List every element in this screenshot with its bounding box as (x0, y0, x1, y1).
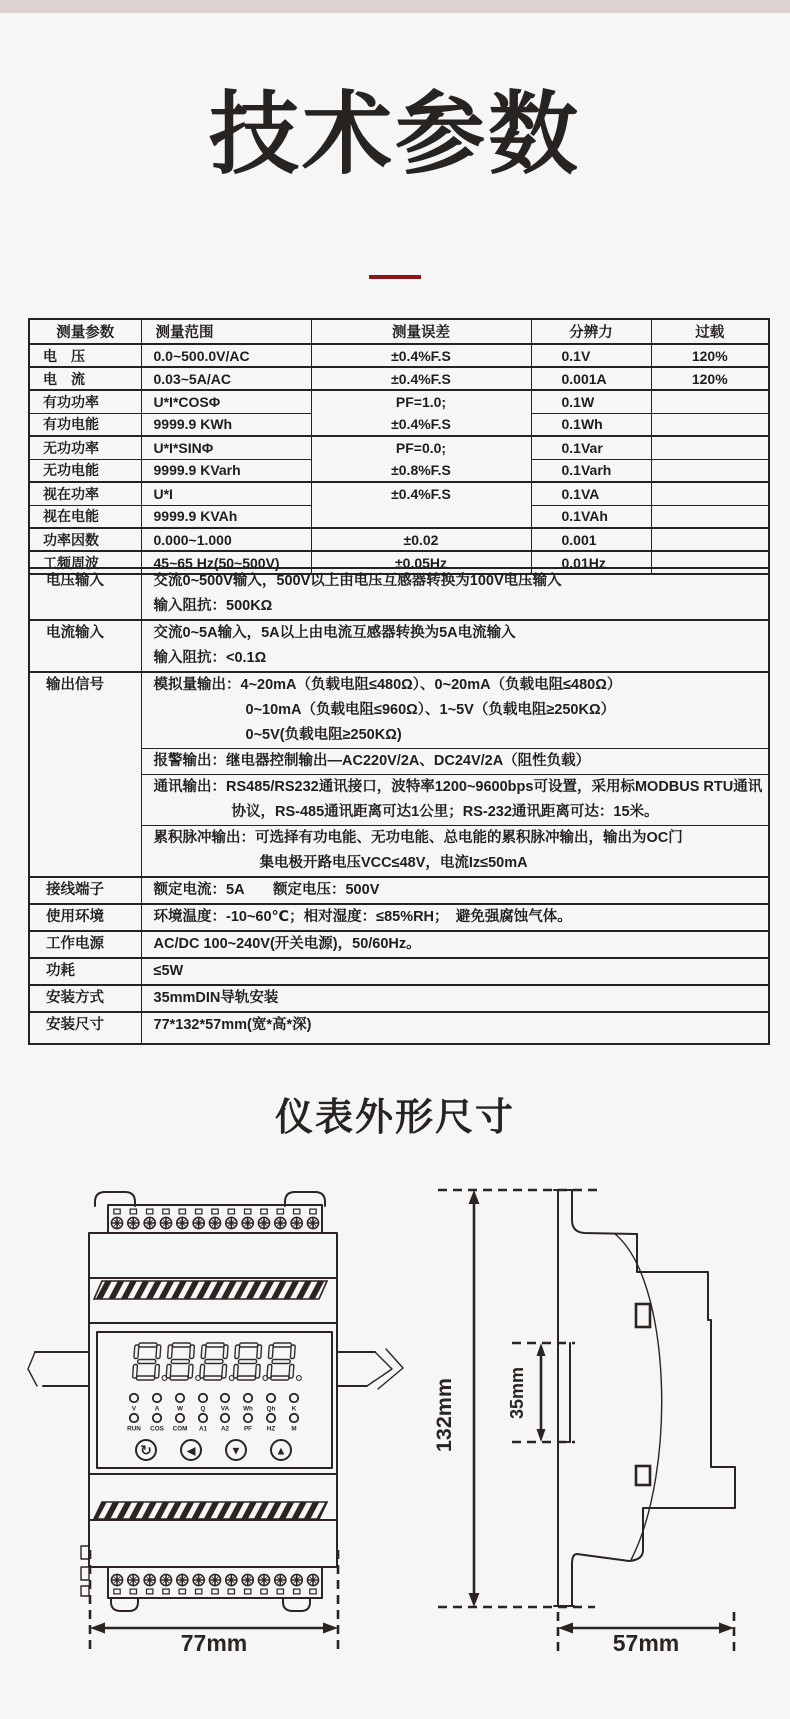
io-block-pulse-output (142, 825, 769, 876)
io-row-output-signal (29, 672, 769, 877)
io-line: 集电极开路电压VCC≤48V，电流Iz≤50mA (259, 855, 528, 871)
left-arrow-icon: ◀ (186, 1445, 196, 1458)
io-content (141, 877, 769, 904)
led-label: COM (172, 1425, 188, 1433)
io-label: 输出信号 (29, 672, 141, 877)
led-label: K (291, 1405, 297, 1413)
io-line: 输入阻抗：500KΩ (153, 598, 273, 614)
spec-row-power-factor (29, 528, 769, 551)
io-label: 接线端子 (29, 877, 141, 904)
depth-dimension-label: 57mm (612, 1630, 680, 1656)
height-dimension-label: 132mm (432, 1377, 456, 1453)
dimensions-diagram (25, 1150, 765, 1665)
spec-header-parameter: 测量参数 (29, 319, 141, 344)
up-arrow-icon: ▲ (275, 1445, 287, 1458)
spec-header-overload: 过载 (651, 319, 769, 344)
io-content (141, 1012, 769, 1044)
spec-row-current (29, 367, 769, 390)
io-label: 安装方式 (29, 985, 141, 1012)
spec-cell-overload (651, 528, 769, 551)
io-content (141, 931, 769, 958)
spec-header-resolution: 分辨力 (531, 319, 651, 344)
spec-cell-name: 工频周波 (29, 551, 141, 574)
io-row-mounting (29, 985, 769, 1012)
spec-row-active-power (29, 390, 769, 413)
rail-dimension-label: 35mm (507, 1366, 527, 1420)
led-label: A2 (220, 1425, 230, 1433)
io-row-current-input (29, 620, 769, 672)
spec-row-reactive-power (29, 436, 769, 459)
spec-cell-range: U*I*SINΦ (141, 436, 311, 459)
spec-cell-name: 无功电能 (29, 459, 141, 482)
spec-cell-error-merged (311, 390, 531, 436)
io-block (142, 621, 769, 671)
side-view-drawing (432, 1190, 735, 1657)
top-right-ear (285, 1192, 325, 1206)
seven-segment-display (132, 1343, 301, 1380)
spec-error-line: ±0.4%F.S (391, 416, 451, 432)
io-label: 使用环境 (29, 904, 141, 931)
height-dimension (432, 1190, 480, 1607)
spec-cell-name: 视在功率 (29, 482, 141, 505)
spec-cell-range: 9999.9 KVAh (141, 505, 311, 528)
led-label: M (291, 1425, 297, 1433)
led-indicators-row2 (127, 1414, 298, 1433)
spec-cell-range: 0.000~1.000 (141, 528, 311, 551)
spec-cell-range: 9999.9 KVarh (141, 459, 311, 482)
din-rail-right (337, 1349, 403, 1389)
spec-cell-overload (651, 390, 769, 413)
spec-cell-range: 45~65 Hz(50~500V) (141, 551, 311, 574)
spec-cell-resolution: 0.1Varh (531, 459, 651, 482)
spec-cell-error: ±0.02 (311, 528, 531, 551)
top-left-ear (95, 1192, 135, 1206)
spec-cell-overload (651, 459, 769, 482)
io-line: 交流0~500V输入，500V以上由电压互感器转换为100V电压输入 (153, 573, 562, 589)
spec-cell-overload: 120% (651, 344, 769, 367)
led-label: Q (200, 1405, 206, 1413)
spec-cell-error: ±0.4%F.S (311, 367, 531, 390)
spec-error-line: ±0.8%F.S (391, 462, 451, 478)
io-label: 功耗 (29, 958, 141, 985)
led-label: A (154, 1405, 160, 1413)
io-line: 0~10mA（负载电阻≤960Ω）、1~5V（负载电阻≥250KΩ） (245, 702, 616, 718)
rail-dimension (507, 1343, 546, 1442)
io-block-comm-output (142, 774, 769, 825)
spec-cell-resolution: 0.1Wh (531, 413, 651, 436)
spec-cell-name: 功率因数 (29, 528, 141, 551)
io-line: 通讯输出：RS485/RS232通讯接口，波特率1200~9600bps可设置，采用标MODBUS RTU通讯 (153, 779, 763, 795)
io-line: 累积脉冲输出：可选择有功电能、无功电能、总电能的累积脉冲输出，输出为OC门 (153, 830, 683, 846)
up-button (271, 1440, 291, 1460)
spec-header-error: 测量误差 (311, 319, 531, 344)
width-dimension (90, 1550, 338, 1656)
io-row-dimensions (29, 1012, 769, 1044)
side-profile (554, 1190, 735, 1606)
spec-cell-name: 视在电能 (29, 505, 141, 528)
spec-cell-overload (651, 482, 769, 505)
rail-break-icon (28, 1352, 37, 1386)
spec-cell-name: 有功电能 (29, 413, 141, 436)
left-button (181, 1440, 201, 1460)
spec-cell-name: 无功功率 (29, 436, 141, 459)
vent-grille-top (94, 1281, 327, 1299)
io-content (141, 672, 769, 877)
io-line: 35mmDIN导轨安装 (153, 990, 279, 1006)
led-label: V (131, 1405, 137, 1413)
led-label: PF (243, 1425, 253, 1433)
io-content (141, 620, 769, 672)
led-label: HZ (266, 1425, 276, 1433)
spec-cell-name: 有功功率 (29, 390, 141, 413)
io-line: 0~5V(负载电阻≥250KΩ) (245, 727, 402, 743)
io-line: 环境温度：-10~60℃；相对湿度：≤85%RH； 避免强腐蚀气体。 (153, 909, 572, 925)
io-line: 协议，RS-485通讯距离可达1公里；RS-232通讯距离可达：15米。 (231, 804, 659, 820)
io-line: AC/DC 100~240V(开关电源)，50/60Hz。 (153, 936, 421, 952)
title-divider (369, 275, 421, 279)
spec-cell-range: 0.03~5A/AC (141, 367, 311, 390)
top-strip (0, 0, 790, 13)
spec-cell-resolution: 0.1V (531, 344, 651, 367)
spec-cell-resolution: 0.1VA (531, 482, 651, 505)
down-arrow-icon: ▼ (230, 1445, 242, 1458)
led-label: Qh (266, 1405, 276, 1413)
spec-cell-range: U*I (141, 482, 311, 505)
io-content (141, 985, 769, 1012)
spec-cell-range: 9999.9 KWh (141, 413, 311, 436)
spec-row-apparent-power (29, 482, 769, 505)
spec-error-line: PF=1.0; (395, 394, 447, 410)
spec-header-row (29, 319, 769, 344)
width-dimension-label: 77mm (180, 1630, 248, 1656)
spec-cell-error: ±0.05Hz (311, 551, 531, 574)
led-label: Wh (243, 1405, 253, 1413)
io-row-power-supply (29, 931, 769, 958)
led-label: VA (220, 1405, 230, 1413)
spec-row-voltage (29, 344, 769, 367)
terminal-screws-bottom (111, 1574, 318, 1594)
spec-cell-range: 0.0~500.0V/AC (141, 344, 311, 367)
down-button (226, 1440, 246, 1460)
rail-break-icon (367, 1349, 403, 1389)
bottom-right-ear (283, 1598, 310, 1611)
dimensions-section-title: 仪表外形尺寸 (274, 1097, 515, 1139)
led-label: W (177, 1405, 183, 1413)
io-row-environment (29, 904, 769, 931)
io-block-analog-output (142, 673, 769, 748)
spec-cell-resolution: 0.001A (531, 367, 651, 390)
din-latch-tabs (81, 1546, 89, 1596)
spec-error-line (312, 505, 531, 527)
led-label: COS (150, 1425, 164, 1433)
spec-cell-resolution: 0.1VAh (531, 505, 651, 528)
io-spec-table (28, 567, 770, 1045)
page-title: 技术参数 (209, 85, 581, 185)
io-line: 报警输出：继电器控制输出—AC220V/2A、DC24V/2A（阻性负载） (153, 753, 591, 769)
io-row-voltage-input (29, 568, 769, 620)
measurement-spec-table (28, 318, 770, 575)
io-row-consumption (29, 958, 769, 985)
spec-cell-error-merged (311, 436, 531, 482)
io-label: 工作电源 (29, 931, 141, 958)
spec-cell-overload (651, 436, 769, 459)
io-label: 安装尺寸 (29, 1012, 141, 1044)
io-label: 电流输入 (29, 620, 141, 672)
led-label: RUN (127, 1425, 141, 1433)
spec-cell-overload (651, 505, 769, 528)
io-block-alarm-output (142, 748, 769, 774)
spec-cell-overload (651, 413, 769, 436)
spec-header-range: 测量范围 (141, 319, 311, 344)
spec-cell-resolution: 0.001 (531, 528, 651, 551)
io-content (141, 568, 769, 620)
din-clip-detail (636, 1466, 650, 1485)
io-line: 额定电流：5A 额定电压：500V (153, 882, 380, 898)
io-line: ≤5W (153, 963, 184, 979)
din-rail-left (28, 1352, 89, 1386)
spec-cell-name: 电 压 (29, 344, 141, 367)
spec-cell-overload: 120% (651, 367, 769, 390)
io-line: 交流0~5A输入，5A以上由电流互感器转换为5A电流输入 (153, 625, 516, 641)
din-clip-detail (636, 1304, 650, 1327)
io-line: 模拟量输出：4~20mA（负载电阻≤480Ω）、0~20mA（负载电阻≤480Ω） (153, 677, 622, 693)
io-line: 输入阻抗：<0.1Ω (153, 650, 267, 666)
io-content (141, 958, 769, 985)
led-label: A1 (198, 1425, 208, 1433)
spec-cell-resolution: 0.1Var (531, 436, 651, 459)
spec-error-line: PF=0.0; (395, 440, 447, 456)
vent-grille-bottom (94, 1502, 327, 1519)
io-line: 77*132*57mm(宽*高*深) (153, 1017, 312, 1033)
spec-cell-error: ±0.4%F.S (311, 344, 531, 367)
io-block (142, 569, 769, 619)
spec-error-line: ±0.4%F.S (391, 486, 451, 502)
terminal-screws-top (111, 1209, 318, 1229)
spec-cell-resolution: 0.01Hz (531, 551, 651, 574)
spec-cell-error-merged (311, 482, 531, 528)
front-view-drawing (28, 1192, 403, 1656)
depth-dimension (558, 1612, 734, 1657)
spec-cell-name: 电 流 (29, 367, 141, 390)
io-row-terminals (29, 877, 769, 904)
spec-cell-range: U*I*COSΦ (141, 390, 311, 413)
bottom-left-ear (111, 1598, 138, 1611)
spec-cell-resolution: 0.1W (531, 390, 651, 413)
cycle-icon: ↻ (140, 1442, 152, 1458)
enter-cycle-button (136, 1440, 156, 1460)
io-content (141, 904, 769, 931)
io-label: 电压输入 (29, 568, 141, 620)
led-indicators-row1 (130, 1394, 298, 1413)
